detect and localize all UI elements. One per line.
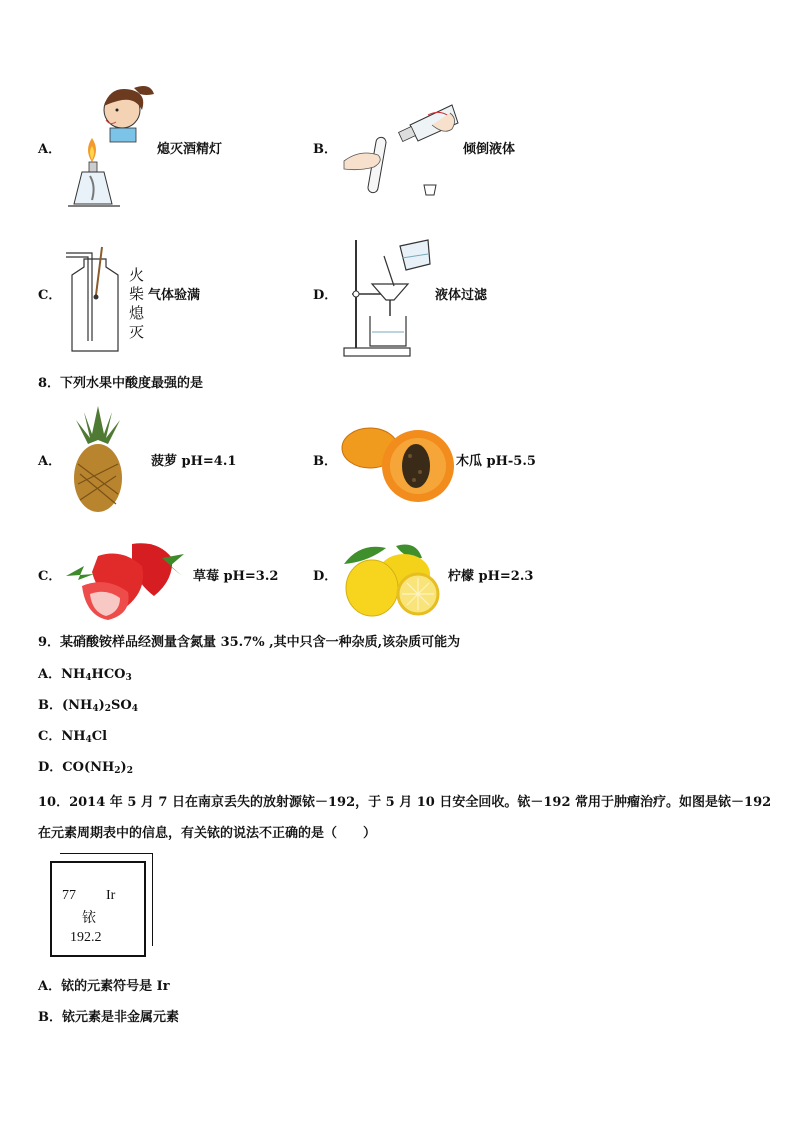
q9-option-d — [38, 760, 133, 779]
q8-option-caption-c: 草莓 pH=3.2 — [193, 569, 279, 584]
option-caption-d: 液体过滤 — [435, 288, 488, 303]
q10-stem-line1: 10．2014 年 5 月 7 日在南京丢失的放射源铱－192，于 5 月 10 日安全回收。铱－192 常用于肿瘤治疗。如图是铱－192 — [38, 795, 772, 810]
formula-part: ) — [120, 760, 127, 775]
option-caption-a: 熄灭酒精灯 — [157, 142, 223, 157]
option-caption-c: 气体验满 — [148, 288, 201, 303]
filtration-figure — [342, 236, 438, 358]
q9-option-a — [38, 667, 132, 686]
extinguish-lamp-figure — [62, 80, 162, 216]
q8-option-letter-d: D． — [313, 569, 338, 584]
formula-subscript: 4 — [85, 673, 92, 683]
pour-liquid-figure — [340, 95, 460, 203]
option-letter-c: C． — [38, 288, 62, 303]
formula-part: CO(NH — [62, 760, 115, 775]
pineapple-image — [68, 404, 128, 514]
option-letter: A． — [38, 667, 62, 682]
label-char: 熄 — [129, 304, 145, 322]
papaya-image — [340, 420, 458, 506]
option-letter-d: D． — [313, 288, 338, 303]
option-letter: C． — [38, 729, 62, 744]
option-letter: A． — [38, 979, 62, 994]
formula-subscript: 4 — [131, 704, 138, 714]
label-char: 灭 — [129, 323, 145, 341]
q8-option-caption-d: 柠檬 pH=2.3 — [448, 569, 534, 584]
formula-part: Cl — [91, 729, 108, 744]
q10-stem-line2: 在元素周期表中的信息，有关铱的说法不正确的是（ ） — [38, 826, 377, 841]
formula-part: HCO — [91, 667, 126, 682]
q8-option-caption-b: 木瓜 pH-5.5 — [456, 454, 536, 469]
formula-part: (NH — [62, 698, 93, 713]
formula-subscript: 2 — [126, 766, 133, 776]
option-letter-b: B． — [313, 142, 337, 157]
q9-option-c — [38, 729, 107, 748]
option-text: 铱的元素符号是 Ir — [61, 979, 170, 994]
atomic-mass: 192.2 — [70, 930, 102, 945]
q9-stem: 9．某硝酸铵样品经测量含氮量 35.7% ,其中只含一种杂质,该杂质可能为 — [38, 635, 461, 650]
q8-option-letter-c: C． — [38, 569, 62, 584]
label-char: 柴 — [129, 285, 145, 303]
q8-option-letter-a: A． — [38, 454, 62, 469]
gas-collection-bottle-figure — [62, 245, 128, 357]
option-text: 铱元素是非金属元素 — [62, 1010, 180, 1025]
q8-option-caption-a: 菠萝 pH=4.1 — [151, 454, 237, 469]
q9-option-b — [38, 698, 138, 717]
formula-subscript: 3 — [125, 673, 132, 683]
strawberry-image — [62, 536, 186, 620]
option-caption-b: 倾倒液体 — [463, 142, 516, 157]
q8-stem: 8．下列水果中酸度最强的是 — [38, 376, 204, 391]
q10-option-b — [38, 1010, 179, 1026]
match-extinguish-label — [129, 266, 145, 342]
q8-option-letter-b: B． — [313, 454, 337, 469]
formula-subscript: 4 — [85, 735, 92, 745]
formula-subscript: 2 — [114, 766, 121, 776]
formula-part: NH — [61, 667, 86, 682]
formula-part: SO — [111, 698, 132, 713]
element-name: 铱 — [82, 910, 96, 926]
option-letter-a: A． — [38, 142, 62, 157]
atomic-number: 77 — [62, 888, 76, 903]
formula-subscript: 4 — [92, 704, 99, 714]
option-letter: B． — [38, 1010, 62, 1025]
formula-part: ) — [98, 698, 105, 713]
lemon-image — [340, 538, 444, 620]
option-letter: B． — [38, 698, 62, 713]
formula-part: NH — [61, 729, 86, 744]
element-symbol: Ir — [106, 888, 116, 903]
formula-subscript: 2 — [104, 704, 112, 714]
label-char: 火 — [129, 266, 145, 284]
option-letter: D． — [38, 760, 63, 775]
q10-option-a — [38, 979, 170, 995]
